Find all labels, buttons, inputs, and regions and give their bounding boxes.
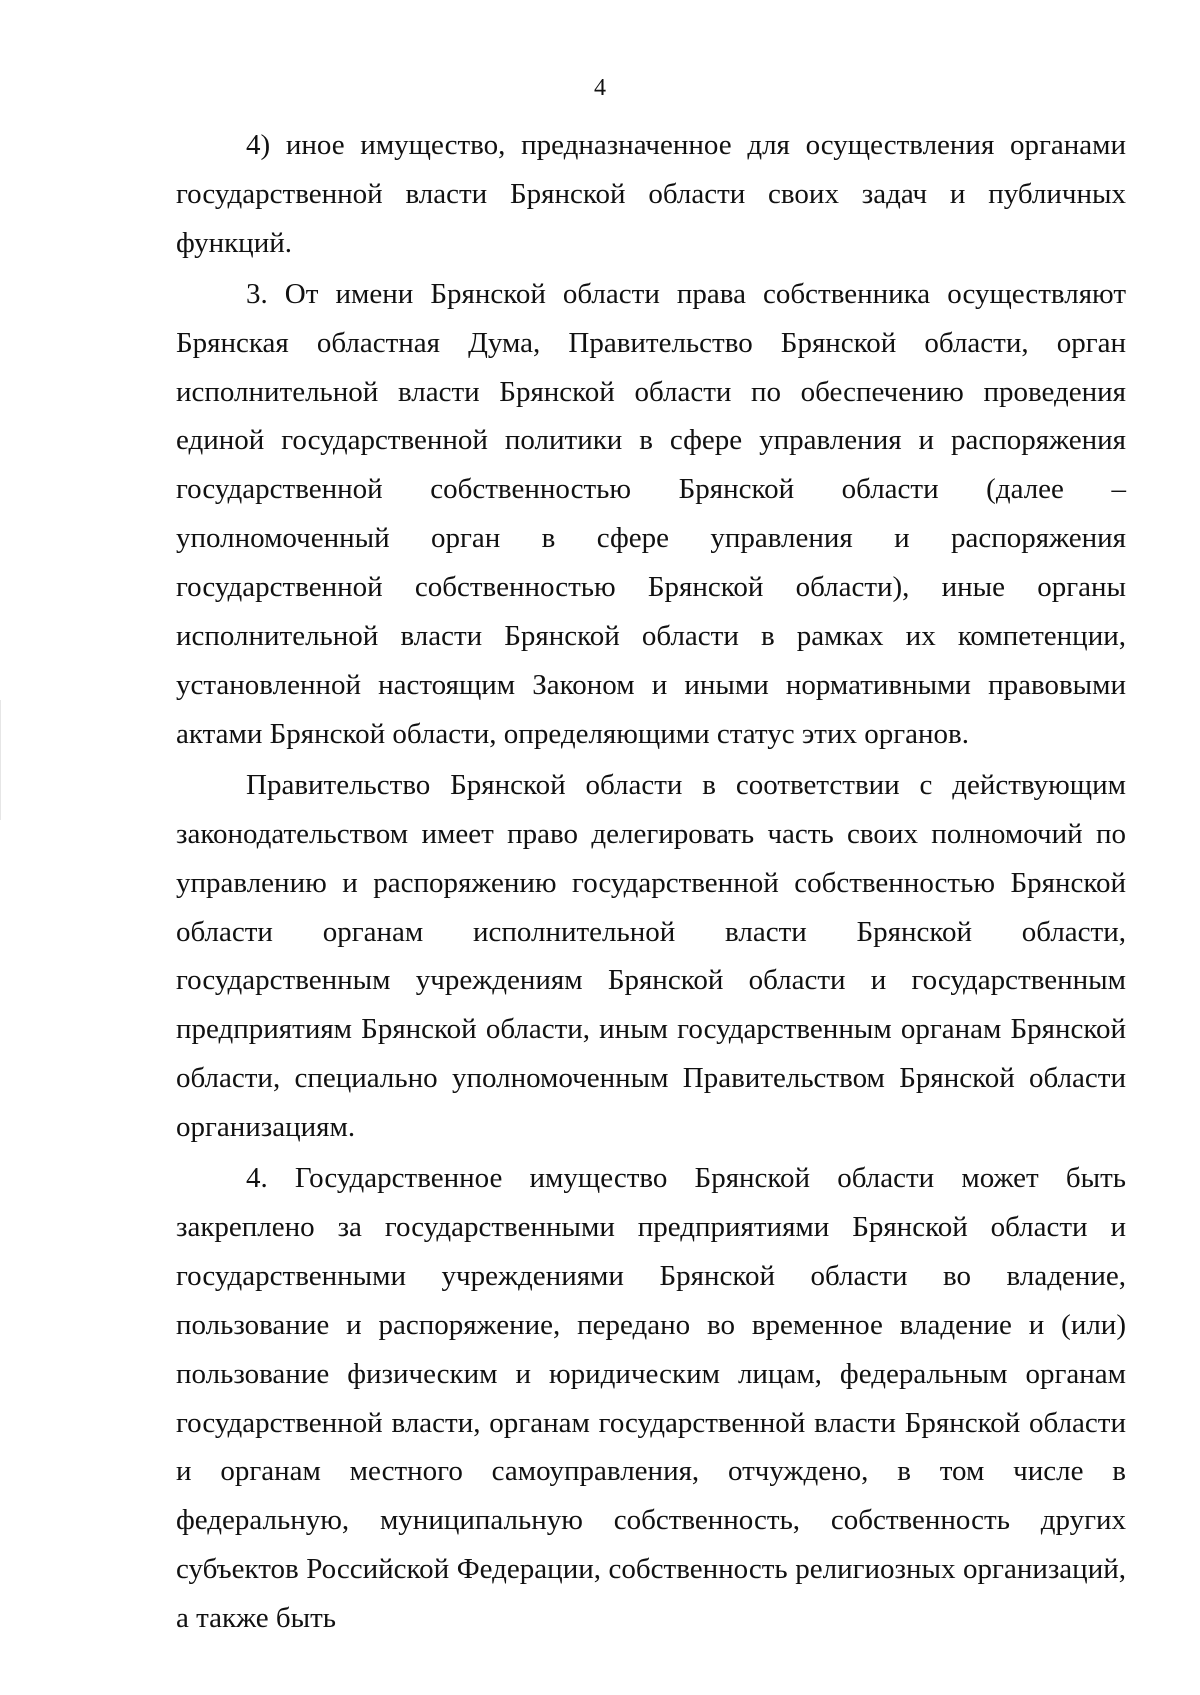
scan-edge-mark	[0, 700, 1, 820]
paragraph-section-3-owner-rights: 3. От имени Брянской области права собственника осуществляют Брянская областная Дума, Правительство Брянской области, орган исполнительной власти Брянской области по обеспечению проведения единой государственной политики в сфере управления и распоряжения государственной собственностью Брянской области (далее – уполномоченный орган в сфере управления и распоряжения государственной собственностью Брянской области), иные органы исполнительной власти Брянской области в рамках их компетенции, установленной настоящим Законом и иными нормативными правовыми актами Брянской области, определяющими статус этих органов.	[176, 277, 1126, 750]
document-body	[176, 121, 1126, 1643]
paragraph-section-4-state-property: 4. Государственное имущество Брянской области может быть закреплено за государственными предприятиями Брянской области и государственными учреждениями Брянской области во владение, пользование и распоряжение, передано во временное владение и (или) пользование физическим и юридическим лицам, федеральным органам государственной власти, органам государственной власти Брянской области и органам местного самоуправления, отчуждено, в том числе в федеральную, муниципальную собственность, собственность других субъектов Российской Федерации, собственность религиозных организаций, а также быть	[176, 1162, 1126, 1635]
paragraph-government-delegation: Правительство Брянской области в соответствии с действующим законодательством имеет право делегировать часть своих полномочий по управлению и распоряжению государственной собственностью Брянской области органам исполнительной власти Брянской области, государственным учреждениям Брянской области и государственным предприятиям Брянской области, иным государственным органам Брянской области, специально уполномоченным Правительством Брянской области организациям.	[176, 768, 1126, 1144]
paragraph-item-4-other-property: 4) иное имущество, предназначенное для осуществления органами государственной власти Брянской области своих задач и публичных функций.	[176, 129, 1126, 259]
page-number: 4	[594, 75, 606, 101]
